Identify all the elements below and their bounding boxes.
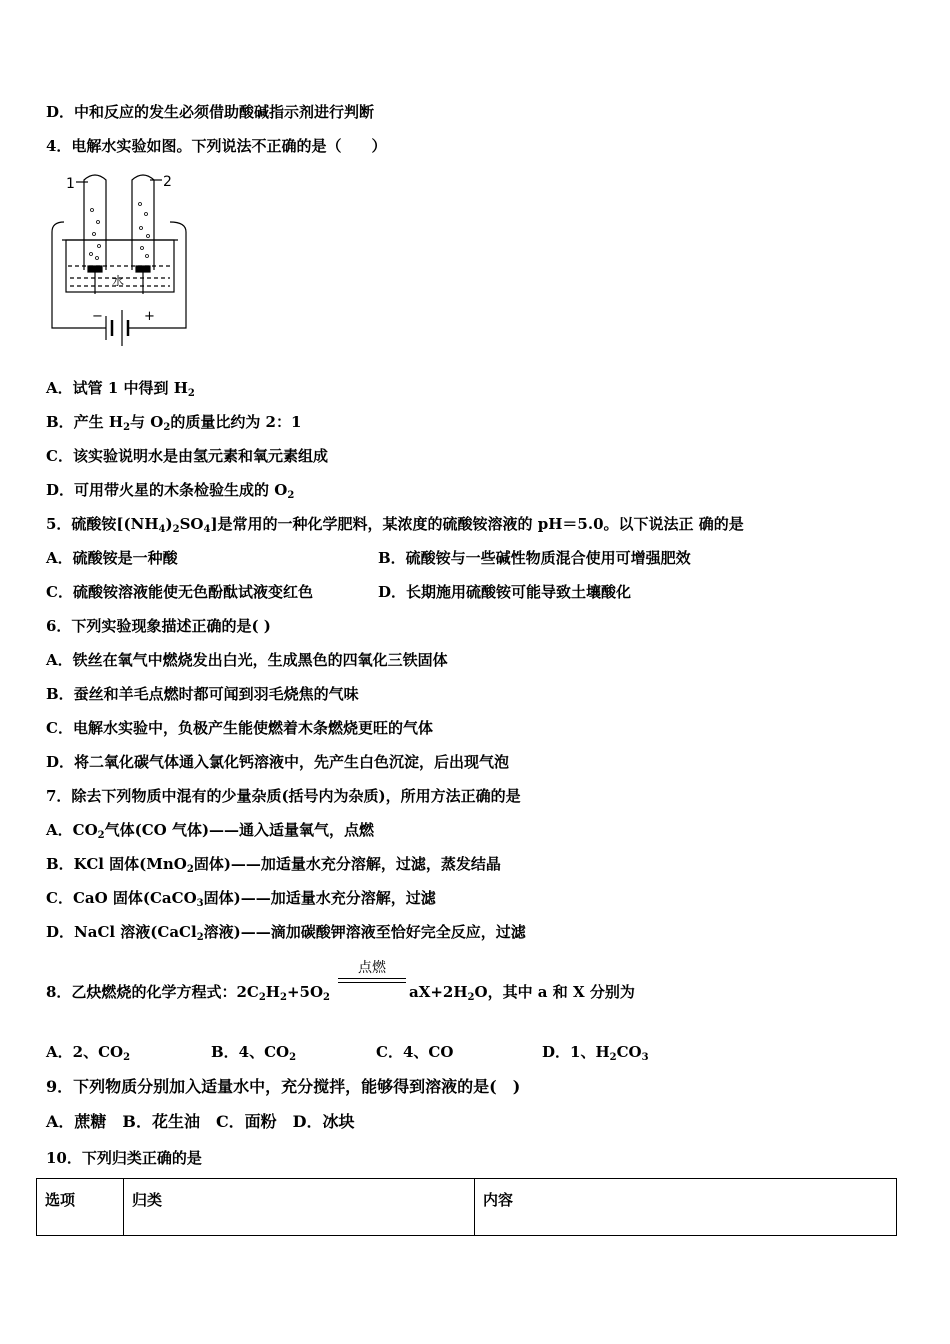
q5-row-2 [46,582,632,602]
table-header-category: 归类 [124,1179,475,1236]
q10-stem: 10．下列归类正确的是 [46,1149,202,1167]
q6-option-b: B．蚕丝和羊毛点燃时都可闻到羽毛烧焦的气味 [46,685,359,703]
q8-option-b: B．4、$CO_2$ [211,1043,297,1063]
equation-bar-top [338,978,406,979]
q5-option-d: D．长期施用硫酸铵可能导致土壤酸化 [378,583,632,601]
reaction-condition: 点燃 [358,960,386,976]
q8-stem-rhs: $aX+2H_2O$，其中 a 和 X 分别为 [409,983,635,1003]
q6-stem: 6．下列实验现象描述正确的是( ) [46,617,271,635]
tube-2-label: 2 [163,174,172,190]
q8-stem: 8．乙炔燃烧的化学方程式：$2C_2H_2+5O_2$ $aX+2H_2O$，其中 a 和 X 分别为 [46,982,330,1008]
q5-option-c: C．硫酸铵溶液能使无色酚酞试液变红色 [46,583,313,601]
q7-option-b: B．KCl 固体(MnO$_2$固体)——加适量水充分溶解，过滤，蒸发结晶 [46,855,501,875]
q4-option-d: D．可用带火星的木条检验生成的 $O_2$ [46,481,295,501]
q4-option-c: C．该实验说明水是由氢元素和氧元素组成 [46,447,328,465]
tube-1-label: 1 [66,176,75,192]
q7-option-a: A．$CO_2$气体(CO 气体)——通入适量氧气，点燃 [46,821,375,841]
positive-terminal-label: + [144,309,155,324]
q9-options: A．蔗糖 B．花生油 C．面粉 D．冰块 [46,1112,355,1131]
q8-option-d: D．1、$H_2CO_3$ [542,1043,649,1063]
water-label: 水 [112,274,125,288]
q8-option-a: A．2、$CO_2$ [46,1043,131,1063]
negative-terminal-label: − [92,309,103,324]
q9-stem: 9．下列物质分别加入适量水中，充分搅拌，能够得到溶液的是( ) [46,1077,521,1096]
q7-option-c: C．CaO 固体(CaCO$_3$固体)——加适量水充分溶解，过滤 [46,889,436,909]
q8-option-c: C．4、CO [376,1043,454,1061]
electrolysis-apparatus-figure [44,170,194,354]
q6-option-d: D．将二氧化碳气体通入氯化钙溶液中，先产生白色沉淀，后出现气泡 [46,753,510,771]
q4-stem: 4．电解水实验如图。下列说法不正确的是（ ） [46,137,387,155]
q10-table [36,1178,897,1236]
q5-row-1 [46,548,691,568]
q3-option-d: D．中和反应的发生必须借助酸碱指示剂进行判断 [46,103,375,121]
table-header-row [37,1179,897,1236]
q4-option-a: A．试管 1 中得到 $H_2$ [46,379,195,399]
q6-option-c: C．电解水实验中，负极产生能使燃着木条燃烧更旺的气体 [46,719,433,737]
q7-stem: 7．除去下列物质中混有的少量杂质(括号内为杂质)，所用方法正确的是 [46,787,521,805]
q4-option-b: B．产生 $H_2$与 $O_2$的质量比约为 2：1 [46,413,302,433]
table-header-option: 选项 [37,1179,124,1236]
q6-option-a: A．铁丝在氧气中燃烧发出白光，生成黑色的四氧化三铁固体 [46,651,448,669]
q7-option-d: D．NaCl 溶液(CaCl$_2$溶液)——滴加碳酸钾溶液至恰好完全反应，过滤 [46,923,526,943]
q5-option-b: B．硫酸铵与一些碱性物质混合使用可增强肥效 [378,549,691,567]
table-header-content: 内容 [475,1179,897,1236]
q5-stem: 5．硫酸铵$[(NH_4)_2SO_4]$是常用的一种化学肥料，某浓度的硫酸铵溶液的 pH＝5.0。以下说法正 确的是 [46,515,744,535]
equation-bar-bottom [338,982,406,983]
q5-option-a: A．硫酸铵是一种酸 [46,549,178,567]
